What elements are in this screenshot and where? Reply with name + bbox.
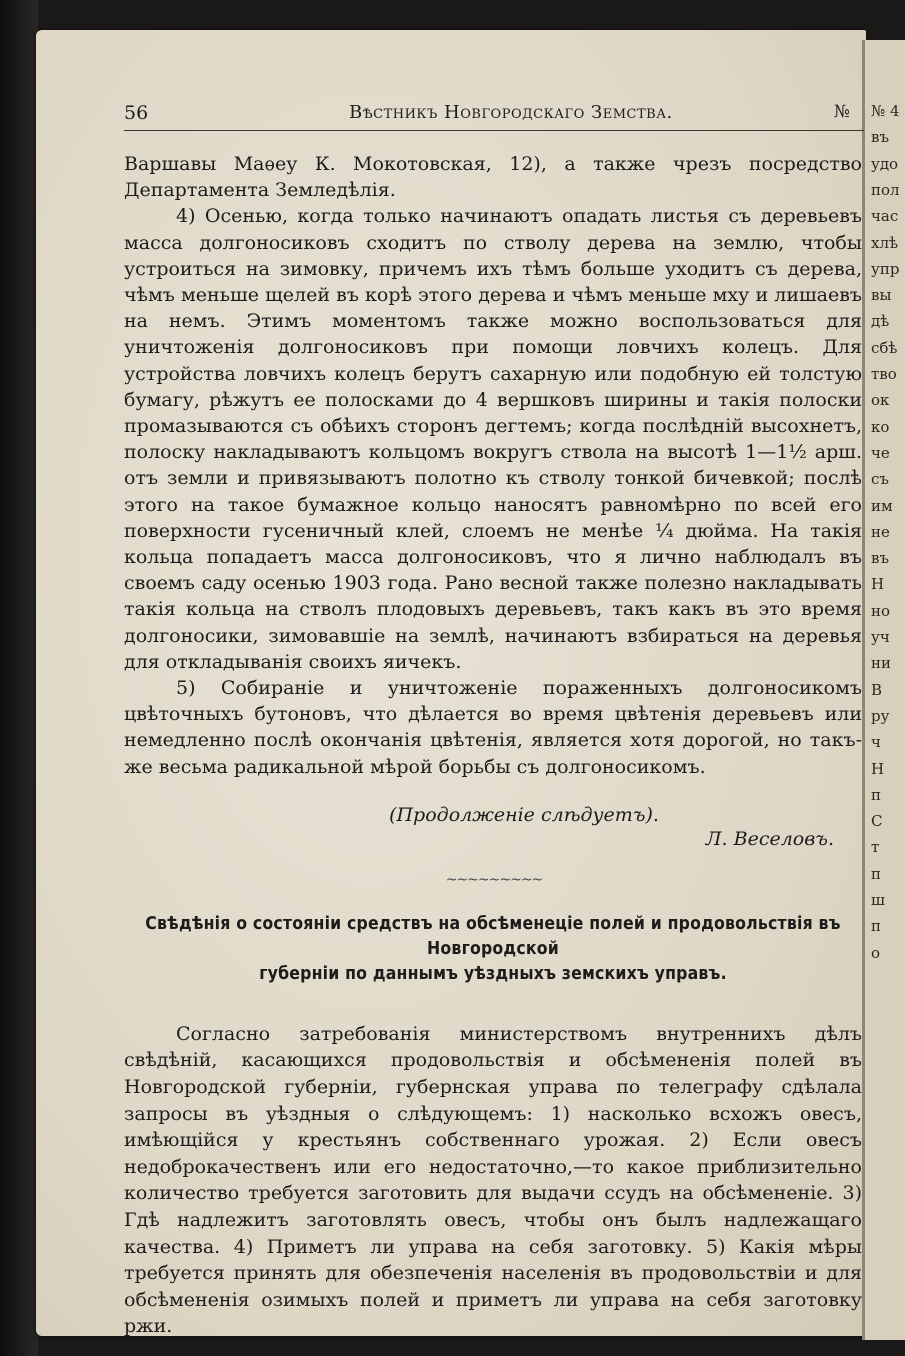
section-ornament: ~~~~~~~~~	[445, 871, 543, 888]
adjacent-page-fragment: хлѣ	[871, 233, 899, 252]
page-content	[124, 96, 864, 1340]
article-title	[124, 912, 862, 987]
article-title-line: губерніи по даннымъ уѣздныхъ земскихъ управъ.	[259, 963, 727, 984]
issue-mark: №	[833, 102, 850, 122]
journal-title: Вѣстникъ Новгородскаго Земства.	[349, 102, 673, 123]
adjacent-page-fragment: удо	[871, 154, 899, 173]
running-header	[124, 96, 864, 131]
adjacent-page-strip	[862, 40, 905, 1340]
adjacent-page-fragment: им	[871, 496, 893, 515]
author-signature: Л. Веселовъ.	[705, 827, 834, 850]
adjacent-page-fragment: о	[871, 943, 881, 962]
adjacent-page-fragment: т	[871, 838, 880, 857]
adjacent-page-fragment: не	[871, 522, 890, 541]
adjacent-page-fragment: сбѣ	[871, 338, 898, 357]
article-title-line: Свѣдѣнія о состояніи средствъ на обсѣменеціе полей и продовольствія въ Новгородской	[145, 913, 841, 959]
paragraph: 5) Собираніе и уничтоженіе пораженныхъ долгоносикомъ цвѣточныхъ бутоновъ, что дѣлается во время цвѣтенія деревьевъ или немедленно послѣ окончанія цвѣтенія, является хотя дорогой, но такъ-же весьма радикальной мѣрой борьбы съ долгоносикомъ.	[124, 677, 862, 778]
adjacent-page-fragment: ш	[871, 891, 885, 909]
adjacent-page-fragment: п	[871, 785, 881, 804]
adjacent-page-fragment: уч	[871, 628, 890, 646]
adjacent-page-fragment: дѣ	[871, 312, 890, 331]
adjacent-page-fragment: въ	[871, 549, 889, 568]
adjacent-page-fragment: упр	[871, 259, 900, 278]
adjacent-page-fragment: въ	[871, 128, 889, 147]
adjacent-page-fragment: но	[871, 601, 891, 620]
adjacent-page-fragment: ок	[871, 391, 890, 410]
adjacent-page-fragment: № 4	[871, 102, 900, 120]
page-number: 56	[124, 102, 149, 124]
adjacent-page-fragment: ни	[871, 654, 891, 673]
article-body	[124, 1021, 862, 1340]
adjacent-page-fragment: Н	[871, 759, 885, 778]
adjacent-page-fragment: Н	[871, 575, 885, 594]
adjacent-page-fragment: тво	[871, 365, 897, 383]
paragraph: 4) Осенью, когда только начинаютъ опадать листья съ деревьевъ масса долгоносиковъ сходитъ по стволу дерева на землю, чтобы устроиться на зимовку, причемъ ихъ тѣмъ больше уходитъ съ дерева, чѣмъ меньше щелей въ корѣ этого дерева и чѣмъ меньше мху и лишаевъ на немъ. Этимъ моментомъ также можно воспользоваться для уничтоженія долгоносиковъ при помощи ловчихъ колецъ. Для устройства ловчихъ колецъ берутъ сахарную или подобную ей толстую бумагу, рѣжутъ ее полосками до 4 вершковъ ширины и такія полоски промазываются съ обѣихъ сторонъ дегтемъ; когда послѣдній высохнетъ, полоску накладываютъ кольцомъ вокругъ ствола на высотѣ 1—1½ арш. отъ земли и привязываютъ полотно къ стволу тонкой бичевкой; послѣ этого на такое бумажное кольцо наносятъ равномѣрно по всей его поверхности гусеничный клей, слоемъ не менѣе ¼ дюйма. На такія кольца попадаетъ масса долгоносиковъ, что я лично наблюдалъ въ своемъ саду осенью 1903 года. Рано весной также полезно накладывать такія кольца на стволъ плодовыхъ деревьевъ, такъ какъ въ это время долгоносики, зимовавшіе на землѣ, начинаютъ взбираться на деревья для откладыванія своихъ яичекъ.	[124, 205, 862, 673]
continued-note: (Продолженіе слѣдуетъ).	[389, 803, 659, 826]
adjacent-page-fragment: час	[871, 207, 899, 226]
adjacent-page-fragment: ру	[871, 706, 890, 725]
adjacent-page-fragment: че	[871, 443, 890, 462]
adjacent-page-fragment: В	[871, 680, 883, 699]
paragraph: Согласно затребованія министерствомъ внутреннихъ дѣлъ свѣдѣній, касающихся продовольствія и обсѣмененія полей въ Новгородской губерніи, губернская управа по телеграфу сдѣлала запросы въ уѣздныя о слѣдующемъ: 1) насколько всхожъ овесъ, имѣющійся у крестьянъ собственнаго урожая. 2) Если овесъ недоброкачественъ или его недостаточно,—то какое приблизительно количество требуется заготовить для выдачи ссудъ на обсѣмененіе. 3) Гдѣ надлежитъ заготовлять овесъ, чтобы онъ былъ надлежащаго качества. 4) Приметъ ли управа на себя заготовку. 5) Какія мѣры требуется принять для обезпеченія населенія въ продовольствіи и для обсѣмененія озимыхъ полей и приметъ ли управа на себя заготовку ржи.	[124, 1022, 862, 1338]
adjacent-page-fragment: ко	[871, 417, 890, 436]
adjacent-page-fragment: С	[871, 812, 883, 831]
paragraph: Варшавы Маѳеу К. Мокотовская, 12), а также чрезъ посредство Департамента Земледѣлія.	[124, 153, 862, 202]
article-continuation	[124, 151, 862, 780]
adjacent-page-fragment: вы	[871, 286, 892, 305]
adjacent-page-fragment: пол	[871, 180, 900, 199]
scan-edge-shadow	[0, 0, 38, 1356]
adjacent-page-fragment: п	[871, 864, 881, 883]
adjacent-page-fragment: ч	[871, 733, 881, 752]
adjacent-page-fragment: съ	[871, 470, 889, 489]
adjacent-page-fragment: п	[871, 917, 881, 936]
